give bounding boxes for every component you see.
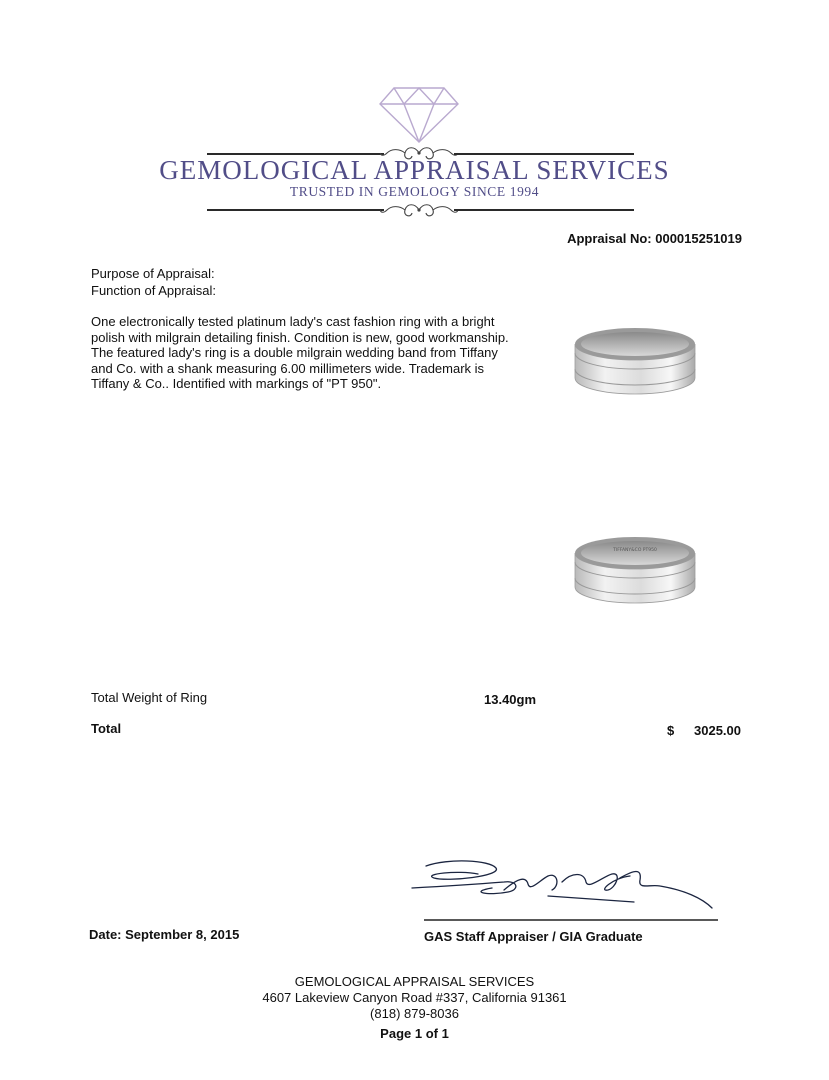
appraisal-date: Date: September 8, 2015 bbox=[89, 927, 240, 942]
header-rule-bottom-left bbox=[207, 209, 384, 211]
company-tagline: TRUSTED IN GEMOLOGY SINCE 1994 bbox=[289, 184, 540, 199]
page-number: Page 1 of 1 bbox=[380, 1026, 449, 1041]
header-rule-bottom-right bbox=[454, 209, 634, 211]
total-currency-symbol: $ bbox=[667, 723, 675, 738]
function-label: Function of Appraisal: bbox=[91, 283, 217, 298]
appraisal-number-value: 000015251019 bbox=[655, 231, 742, 246]
appraisal-number bbox=[567, 231, 742, 246]
weight-label: Total Weight of Ring bbox=[91, 690, 208, 705]
appraiser-signature bbox=[408, 852, 718, 922]
footer-phone: (818) 879-8036 bbox=[370, 1006, 459, 1021]
appraisal-number-label: Appraisal No: bbox=[567, 231, 652, 246]
svg-text:TIFFANY&CO PT950: TIFFANY&CO PT950 bbox=[613, 548, 657, 553]
weight-value: 13.40gm bbox=[484, 692, 537, 707]
scroll-ornament-icon bbox=[380, 201, 458, 219]
ring-interior-image bbox=[568, 531, 702, 611]
ring-front-image bbox=[568, 322, 702, 402]
total-label: Total bbox=[91, 721, 122, 736]
company-logo-title: GEMOLOGICAL APPRAISAL SERVICES bbox=[159, 155, 670, 185]
purpose-label: Purpose of Appraisal: bbox=[91, 266, 215, 281]
footer-address: 4607 Lakeview Canyon Road #337, California 91361 bbox=[262, 990, 567, 1005]
footer-company: GEMOLOGICAL APPRAISAL SERVICES bbox=[294, 974, 535, 989]
total-value: 3025.00 bbox=[694, 723, 741, 738]
appraiser-title: GAS Staff Appraiser / GIA Graduate bbox=[424, 929, 643, 944]
diamond-icon bbox=[378, 86, 460, 144]
item-description: One electronically tested platinum lady's cast fashion ring with a bright polish with milgrain detailing finish. Condition is new, good workmanship. The featured lady's ring is a double milgrain wedding band from Tiffany and Co. with a shank measuring 6.00 millimeters wide. Trademark is Tiffany & Co.. Identified with markings of "PT 950". bbox=[91, 314, 509, 391]
